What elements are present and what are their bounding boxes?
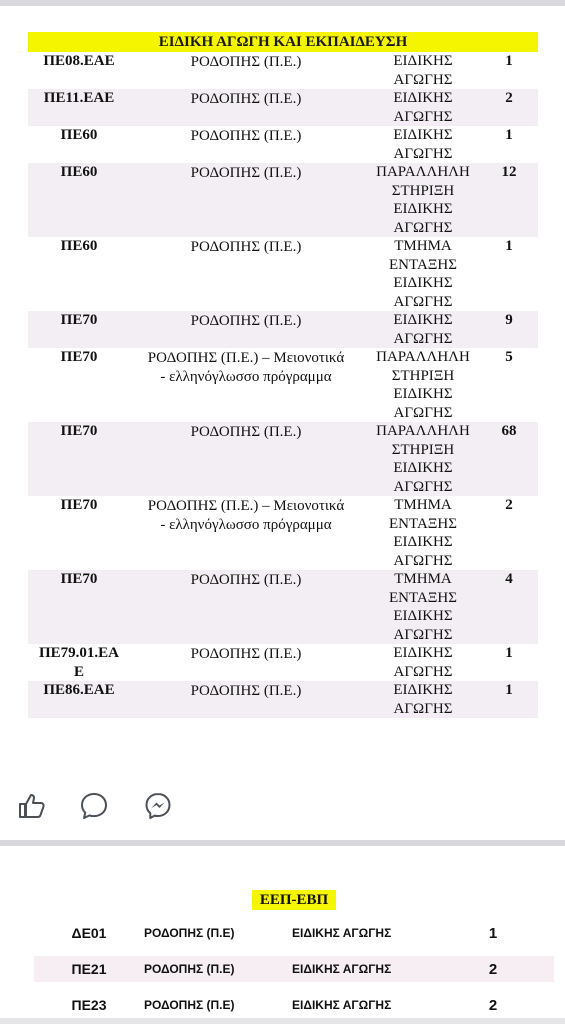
table-row <box>28 496 538 570</box>
type-line: ΑΓΩΓΗΣ <box>393 478 453 495</box>
type-line: ΕΙΔΙΚΗΣ <box>393 386 453 402</box>
specialty-code: ΔΕ01 <box>71 925 107 941</box>
specialty-code: ΠΕ70 <box>60 423 98 439</box>
table-title: ΕΙΔΙΚΗ ΑΓΩΓΗ ΚΑΙ ΕΚΠΑΙΔΕΥΣΗ <box>28 32 538 52</box>
specialty-code <box>28 644 126 681</box>
top-strip <box>0 0 565 6</box>
type-line: ΠΑΡΑΛΛΗΛΗ <box>376 423 470 439</box>
type-line: ΤΜΗΜΑ <box>394 238 452 254</box>
type-line: ΑΓΩΓΗΣ <box>393 71 453 88</box>
type-line: ΠΑΡΑΛΛΗΛΗ <box>376 349 470 365</box>
area-cell: ΡΟΔΟΠΗΣ (Π.Ε.) <box>190 313 302 329</box>
area-cell: ΡΟΔΟΠΗΣ (Π.Ε) <box>144 998 235 1012</box>
type-cell <box>366 52 480 89</box>
area-cell: ΡΟΔΟΠΗΣ (Π.Ε.) <box>190 683 302 699</box>
specialty-code: ΠΕ08.ΕΑΕ <box>43 53 115 69</box>
type-line: ΕΝΤΑΞΗΣ <box>389 256 457 273</box>
type-cell <box>366 496 480 570</box>
type-cell: ΕΙΔΙΚΗΣ ΑΓΩΓΗΣ <box>292 962 392 976</box>
table-row <box>28 644 538 681</box>
area-cell: ΡΟΔΟΠΗΣ (Π.Ε) <box>144 962 235 976</box>
table-row <box>28 163 538 237</box>
table-row <box>34 920 554 946</box>
type-line: ΑΓΩΓΗΣ <box>393 663 453 680</box>
type-line: ΕΝΤΑΞΗΣ <box>389 589 457 606</box>
area-cell: ΡΟΔΟΠΗΣ (Π.Ε.) <box>190 646 302 662</box>
area-cell <box>126 348 366 386</box>
positions-count: 2 <box>505 90 513 106</box>
type-cell <box>366 681 480 718</box>
table-row <box>34 992 554 1018</box>
positions-count: 9 <box>505 312 513 328</box>
specialty-code: ΠΕ70 <box>60 312 98 328</box>
type-line: ΑΓΩΓΗΣ <box>393 404 453 421</box>
special-education-table <box>28 32 538 718</box>
type-line: ΣΤΗΡΙΞΗ <box>391 182 455 199</box>
type-line: ΕΙΔΙΚΗΣ <box>393 608 453 624</box>
area-line: - ελληνόγλωσσο πρόγραμμα <box>160 368 332 385</box>
specialty-code: ΠΕ86.ΕΑΕ <box>43 682 115 698</box>
thumbs-up-icon[interactable] <box>16 790 48 822</box>
specialty-code-line: ΠΕ79.01.ΕΑ <box>38 645 119 661</box>
type-line: ΑΓΩΓΗΣ <box>393 293 453 310</box>
table-row <box>28 570 538 644</box>
type-cell: ΕΙΔΙΚΗΣ ΑΓΩΓΗΣ <box>292 998 392 1012</box>
table-row <box>28 681 538 718</box>
type-line: ΣΤΗΡΙΞΗ <box>391 367 455 384</box>
type-cell <box>366 89 480 126</box>
type-cell: ΕΙΔΙΚΗΣ ΑΓΩΓΗΣ <box>292 926 392 940</box>
positions-count: 1 <box>505 127 513 143</box>
type-cell <box>366 126 480 163</box>
table-row <box>28 52 538 89</box>
type-line: ΕΙΔΙΚΗΣ <box>393 201 453 217</box>
table-row <box>28 422 538 496</box>
type-cell <box>366 237 480 311</box>
type-line: ΑΓΩΓΗΣ <box>393 330 453 347</box>
type-line: ΕΙΔΙΚΗΣ <box>393 682 453 698</box>
comment-bubble-icon[interactable] <box>78 790 110 822</box>
area-cell: ΡΟΔΟΠΗΣ (Π.Ε.) <box>190 424 302 440</box>
type-cell <box>366 570 480 644</box>
area-line: ΡΟΔΟΠΗΣ (Π.Ε.) – Μειονοτικά <box>147 498 345 514</box>
type-cell <box>366 348 480 422</box>
type-line: ΕΙΔΙΚΗΣ <box>393 127 453 143</box>
type-line: ΠΑΡΑΛΛΗΛΗ <box>376 164 470 180</box>
positions-count: 2 <box>488 996 498 1014</box>
reaction-bar <box>16 790 216 830</box>
positions-count: 2 <box>505 497 513 513</box>
type-line: ΕΙΔΙΚΗΣ <box>393 275 453 291</box>
eep-ebp-table <box>34 890 554 1018</box>
specialty-code: ΠΕ23 <box>71 997 107 1013</box>
specialty-code: ΠΕ70 <box>60 349 98 365</box>
type-line: ΑΓΩΓΗΣ <box>393 552 453 569</box>
type-line: ΕΙΔΙΚΗΣ <box>393 460 453 476</box>
table-row <box>28 89 538 126</box>
area-cell: ΡΟΔΟΠΗΣ (Π.Ε.) <box>190 572 302 588</box>
table-title: ΕΕΠ-ΕΒΠ <box>252 890 336 910</box>
post-separator <box>0 840 565 846</box>
type-line: ΕΙΔΙΚΗΣ <box>393 90 453 106</box>
positions-count: 1 <box>505 53 513 69</box>
area-cell: ΡΟΔΟΠΗΣ (Π.Ε.) <box>190 91 302 107</box>
type-line: ΕΙΔΙΚΗΣ <box>393 53 453 69</box>
table-row <box>28 126 538 163</box>
bottom-strip <box>0 1018 565 1024</box>
positions-count: 1 <box>505 238 513 254</box>
type-cell <box>366 644 480 681</box>
specialty-code: ΠΕ60 <box>60 164 98 180</box>
specialty-code: ΠΕ60 <box>60 238 98 254</box>
area-line: ΡΟΔΟΠΗΣ (Π.Ε.) – Μειονοτικά <box>147 350 345 366</box>
table-row <box>34 956 554 982</box>
area-line: - ελληνόγλωσσο πρόγραμμα <box>160 516 332 533</box>
specialty-code: ΠΕ60 <box>60 127 98 143</box>
area-cell: ΡΟΔΟΠΗΣ (Π.Ε.) <box>190 128 302 144</box>
table-row <box>28 348 538 422</box>
area-cell: ΡΟΔΟΠΗΣ (Π.Ε) <box>144 926 235 940</box>
specialty-code: ΠΕ70 <box>60 497 98 513</box>
type-line: ΕΝΤΑΞΗΣ <box>389 515 457 532</box>
area-cell <box>126 496 366 534</box>
positions-count: 1 <box>488 924 498 942</box>
type-cell <box>366 311 480 348</box>
positions-count: 5 <box>505 349 513 365</box>
type-line: ΑΓΩΓΗΣ <box>393 626 453 643</box>
area-cell: ΡΟΔΟΠΗΣ (Π.Ε.) <box>190 54 302 70</box>
type-line: ΑΓΩΓΗΣ <box>393 108 453 125</box>
table-row <box>28 311 538 348</box>
table-body <box>28 52 538 718</box>
specialty-code: ΠΕ11.ΕΑΕ <box>43 90 115 106</box>
type-line: ΕΙΔΙΚΗΣ <box>393 534 453 550</box>
positions-count: 1 <box>505 645 513 661</box>
type-line: ΕΙΔΙΚΗΣ <box>393 645 453 661</box>
messenger-icon[interactable] <box>142 790 174 822</box>
type-line: ΣΤΗΡΙΞΗ <box>391 441 455 458</box>
type-cell <box>366 422 480 496</box>
type-line: ΤΜΗΜΑ <box>394 571 452 587</box>
positions-count: 2 <box>488 960 498 978</box>
type-line: ΑΓΩΓΗΣ <box>393 700 453 717</box>
area-cell: ΡΟΔΟΠΗΣ (Π.Ε.) <box>190 239 302 255</box>
area-cell: ΡΟΔΟΠΗΣ (Π.Ε.) <box>190 165 302 181</box>
type-cell <box>366 163 480 237</box>
positions-count: 4 <box>505 571 513 587</box>
table-body <box>34 920 554 1018</box>
type-line: ΕΙΔΙΚΗΣ <box>393 312 453 328</box>
specialty-code-line: Ε <box>73 663 84 680</box>
type-line: ΤΜΗΜΑ <box>394 497 452 513</box>
type-line: ΑΓΩΓΗΣ <box>393 219 453 236</box>
positions-count: 68 <box>501 423 517 439</box>
positions-count: 12 <box>501 164 517 180</box>
table-row <box>28 237 538 311</box>
specialty-code: ΠΕ70 <box>60 571 98 587</box>
type-line: ΑΓΩΓΗΣ <box>393 145 453 162</box>
positions-count: 1 <box>505 682 513 698</box>
specialty-code: ΠΕ21 <box>71 961 107 977</box>
